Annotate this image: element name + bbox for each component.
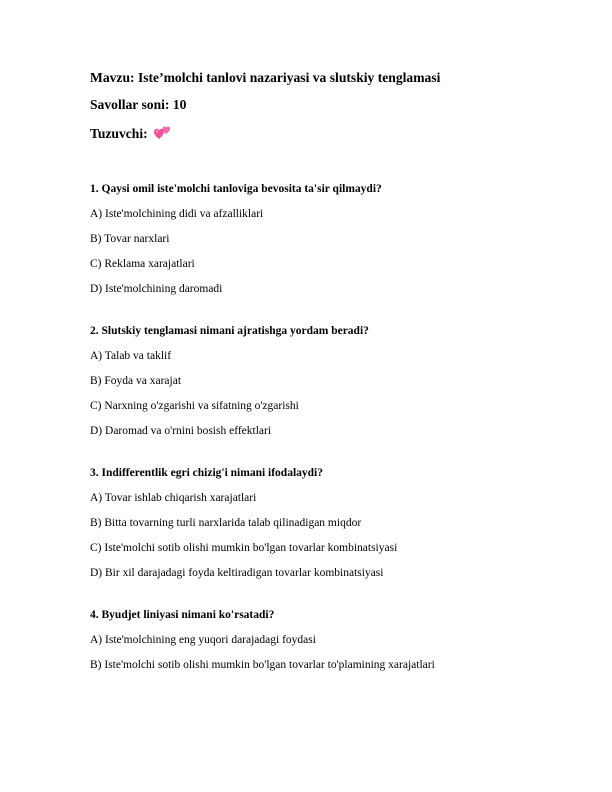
document-page [90,70,570,683]
answer-option: C) Narxning o'zgarishi va sifatning o'zgarishi [90,400,299,412]
author-line [90,124,570,145]
answer-option: D) Iste'molchining daromadi [90,283,223,295]
answer-option: C) Iste'molchi sotib olishi mumkin bo'lgan tovarlar kombinatsiyasi [90,542,398,554]
author-label: Tuzuvchi: [90,126,148,141]
answer-option: D) Daromad va o'rnini bosish effektlari [90,425,272,437]
answer-option: A) Tovar ishlab chiqarish xarajatlari [90,492,257,504]
question-text: 1. Qaysi omil iste'molchi tanloviga bevosita ta'sir qilmaydi? [90,183,382,195]
answer-option: D) Bir xil darajadagi foyda keltiradigan tovarlar kombinatsiyasi [90,567,384,579]
question-count: Savollar soni: 10 [90,97,187,112]
answer-option: A) Iste'molchining didi va afzalliklari [90,208,264,220]
two-hearts-icon [153,124,173,145]
answer-option: A) Iste'molchining eng yuqori darajadagi foydasi [90,634,316,646]
answer-option: A) Talab va taklif [90,350,172,362]
question-text: 4. Byudjet liniyasi nimani ko'rsatadi? [90,609,275,621]
answer-option: B) Iste'molchi sotib olishi mumkin bo'lgan tovarlar to'plamining xarajatlari [90,659,435,671]
answer-option: B) Bitta tovarning turli narxlarida talab qilinadigan miqdor [90,517,362,529]
question-list [90,182,570,672]
question-block [90,466,570,580]
question-block [90,608,570,672]
question-text: 3. Indifferentlik egri chizig'i nimani ifodalaydi? [90,467,323,479]
question-block [90,182,570,296]
answer-option: B) Foyda va xarajat [90,375,182,387]
question-text: 2. Slutskiy tenglamasi nimani ajratishga yordam beradi? [90,325,369,337]
answer-option: C) Reklama xarajatlari [90,258,195,270]
answer-option: B) Tovar narxlari [90,233,170,245]
question-block [90,324,570,438]
topic-heading: Mavzu: Iste’molchi tanlovi nazariyasi va slutskiy tenglamasi [90,70,441,85]
